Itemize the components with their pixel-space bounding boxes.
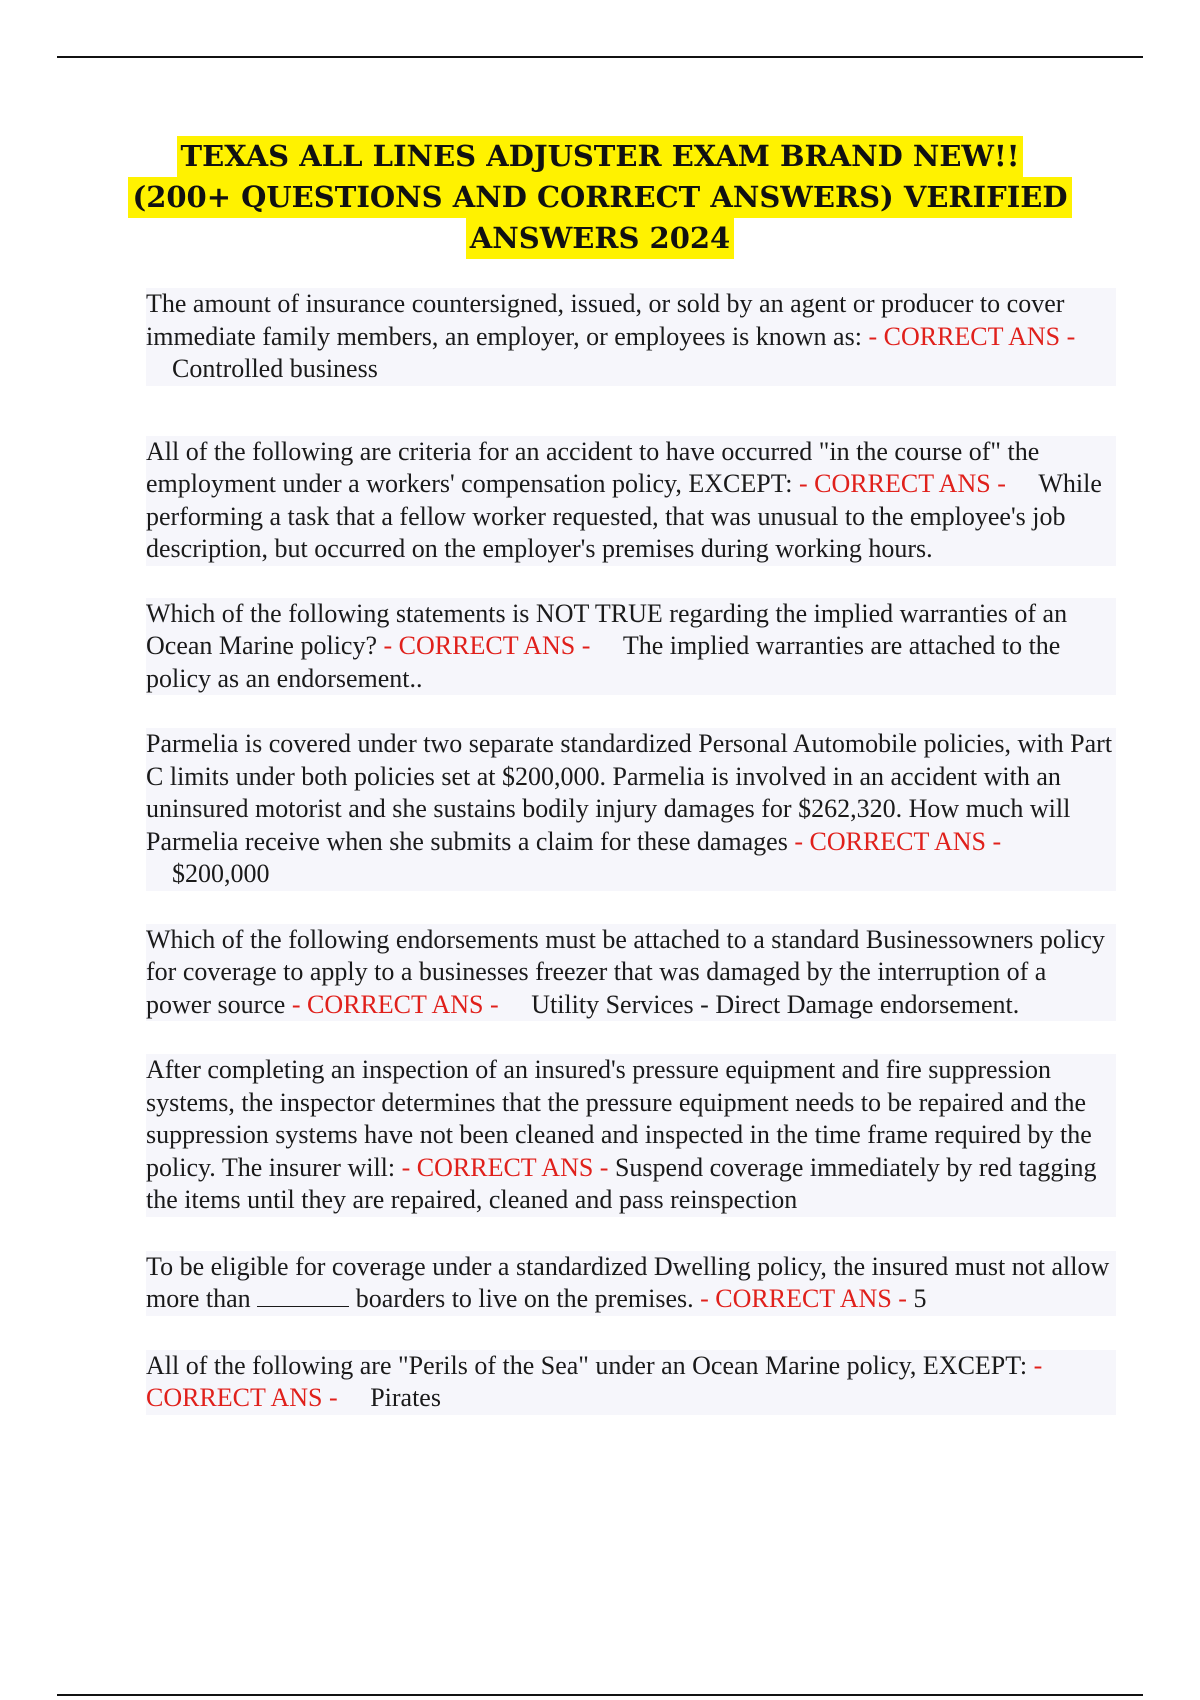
question-text: After completing an inspection of an insured's pressure equipment and fire suppression systems, the inspector determines that the pressure equipment needs to be repaired and the suppression systems have not been cleaned and inspected in the time frame required by the policy. The insurer will: <box>146 1055 1092 1182</box>
document-title <box>60 136 1140 259</box>
correct-answer-marker: - CORRECT ANS - <box>146 1350 1043 1412</box>
question-text: All of the following are criteria for an accident to have occurred "in the course of" the employment under a workers' compensation policy, EXCEPT: <box>146 436 1040 498</box>
title-line-1: TEXAS ALL LINES ADJUSTER EXAM BRAND NEW!! <box>177 136 1024 177</box>
correct-answer-marker: - CORRECT ANS - <box>700 1284 907 1313</box>
title-line-2: (200+ QUESTIONS AND CORRECT ANSWERS) VERIFIED <box>128 177 1071 218</box>
qa-list <box>146 288 1116 1415</box>
qa-item-8 <box>146 1350 1116 1415</box>
qa-item-3 <box>146 598 1116 696</box>
question-text-before-blank: To be eligible for coverage under a standardized Dwelling policy, the insured must not allow more than <box>146 1251 1110 1313</box>
bottom-divider <box>57 1694 1143 1696</box>
qa-item-4 <box>146 728 1116 891</box>
answer-text: Controlled business <box>172 354 378 383</box>
correct-answer-marker: - CORRECT ANS - <box>291 989 499 1019</box>
answer-text: Pirates <box>370 1383 441 1412</box>
answer-text: Utility Services - Direct Damage endorsement. <box>531 989 1020 1019</box>
answer-text: The implied warranties are attached to the policy as an endorsement.. <box>146 631 1061 693</box>
question-text: Parmelia is covered under two separate standardized Personal Automobile policies, with Part C limits under both policies set at $200,000. Parmelia is involved in an accident with an uninsured motorist and she sustains bodily injury damages for $262,320. How much will Parmelia receive when she submits a claim for these damages <box>146 729 1113 856</box>
fill-in-blank <box>257 1284 349 1307</box>
qa-item-2 <box>146 436 1116 566</box>
qa-item-7 <box>146 1251 1116 1316</box>
qa-item-6 <box>146 1054 1116 1217</box>
answer-text: 5 <box>913 1284 927 1313</box>
question-text-after-blank: boarders to live on the premises. <box>355 1284 694 1313</box>
question-text: All of the following are "Perils of the Sea" under an Ocean Marine policy, EXCEPT: <box>146 1350 1028 1380</box>
answer-text: While performing a task that a fellow worker requested, that was unusual to the employee's job description, but occurred on the employer's premises during working hours. <box>146 469 1102 563</box>
title-line-3: ANSWERS 2024 <box>466 218 734 259</box>
correct-answer-marker: - CORRECT ANS - <box>794 826 1002 856</box>
question-text: The amount of insurance countersigned, issued, or sold by an agent or producer to cover immediate family members, an employer, or employees is known as: <box>146 289 1065 351</box>
qa-item-1 <box>146 288 1116 386</box>
correct-answer-marker: - CORRECT ANS - <box>868 321 1076 351</box>
question-text: Which of the following endorsements must be attached to a standard Businessowners policy for coverage to apply to a businesses freezer that was damaged by the interruption of a power source <box>146 924 1105 1019</box>
correct-answer-marker: - CORRECT ANS - <box>799 469 1006 498</box>
top-divider <box>57 56 1143 58</box>
qa-item-5 <box>146 924 1116 1022</box>
answer-text: Suspend coverage immediately by red tagging the items until they are repaired, cleaned and pass reinspection <box>146 1152 1097 1214</box>
question-text: Which of the following statements is NOT TRUE regarding the implied warranties of an Ocean Marine policy? <box>146 598 1068 660</box>
correct-answer-marker: - CORRECT ANS - <box>383 631 591 660</box>
correct-answer-marker: - CORRECT ANS - <box>401 1152 609 1182</box>
answer-text: $200,000 <box>172 859 270 888</box>
